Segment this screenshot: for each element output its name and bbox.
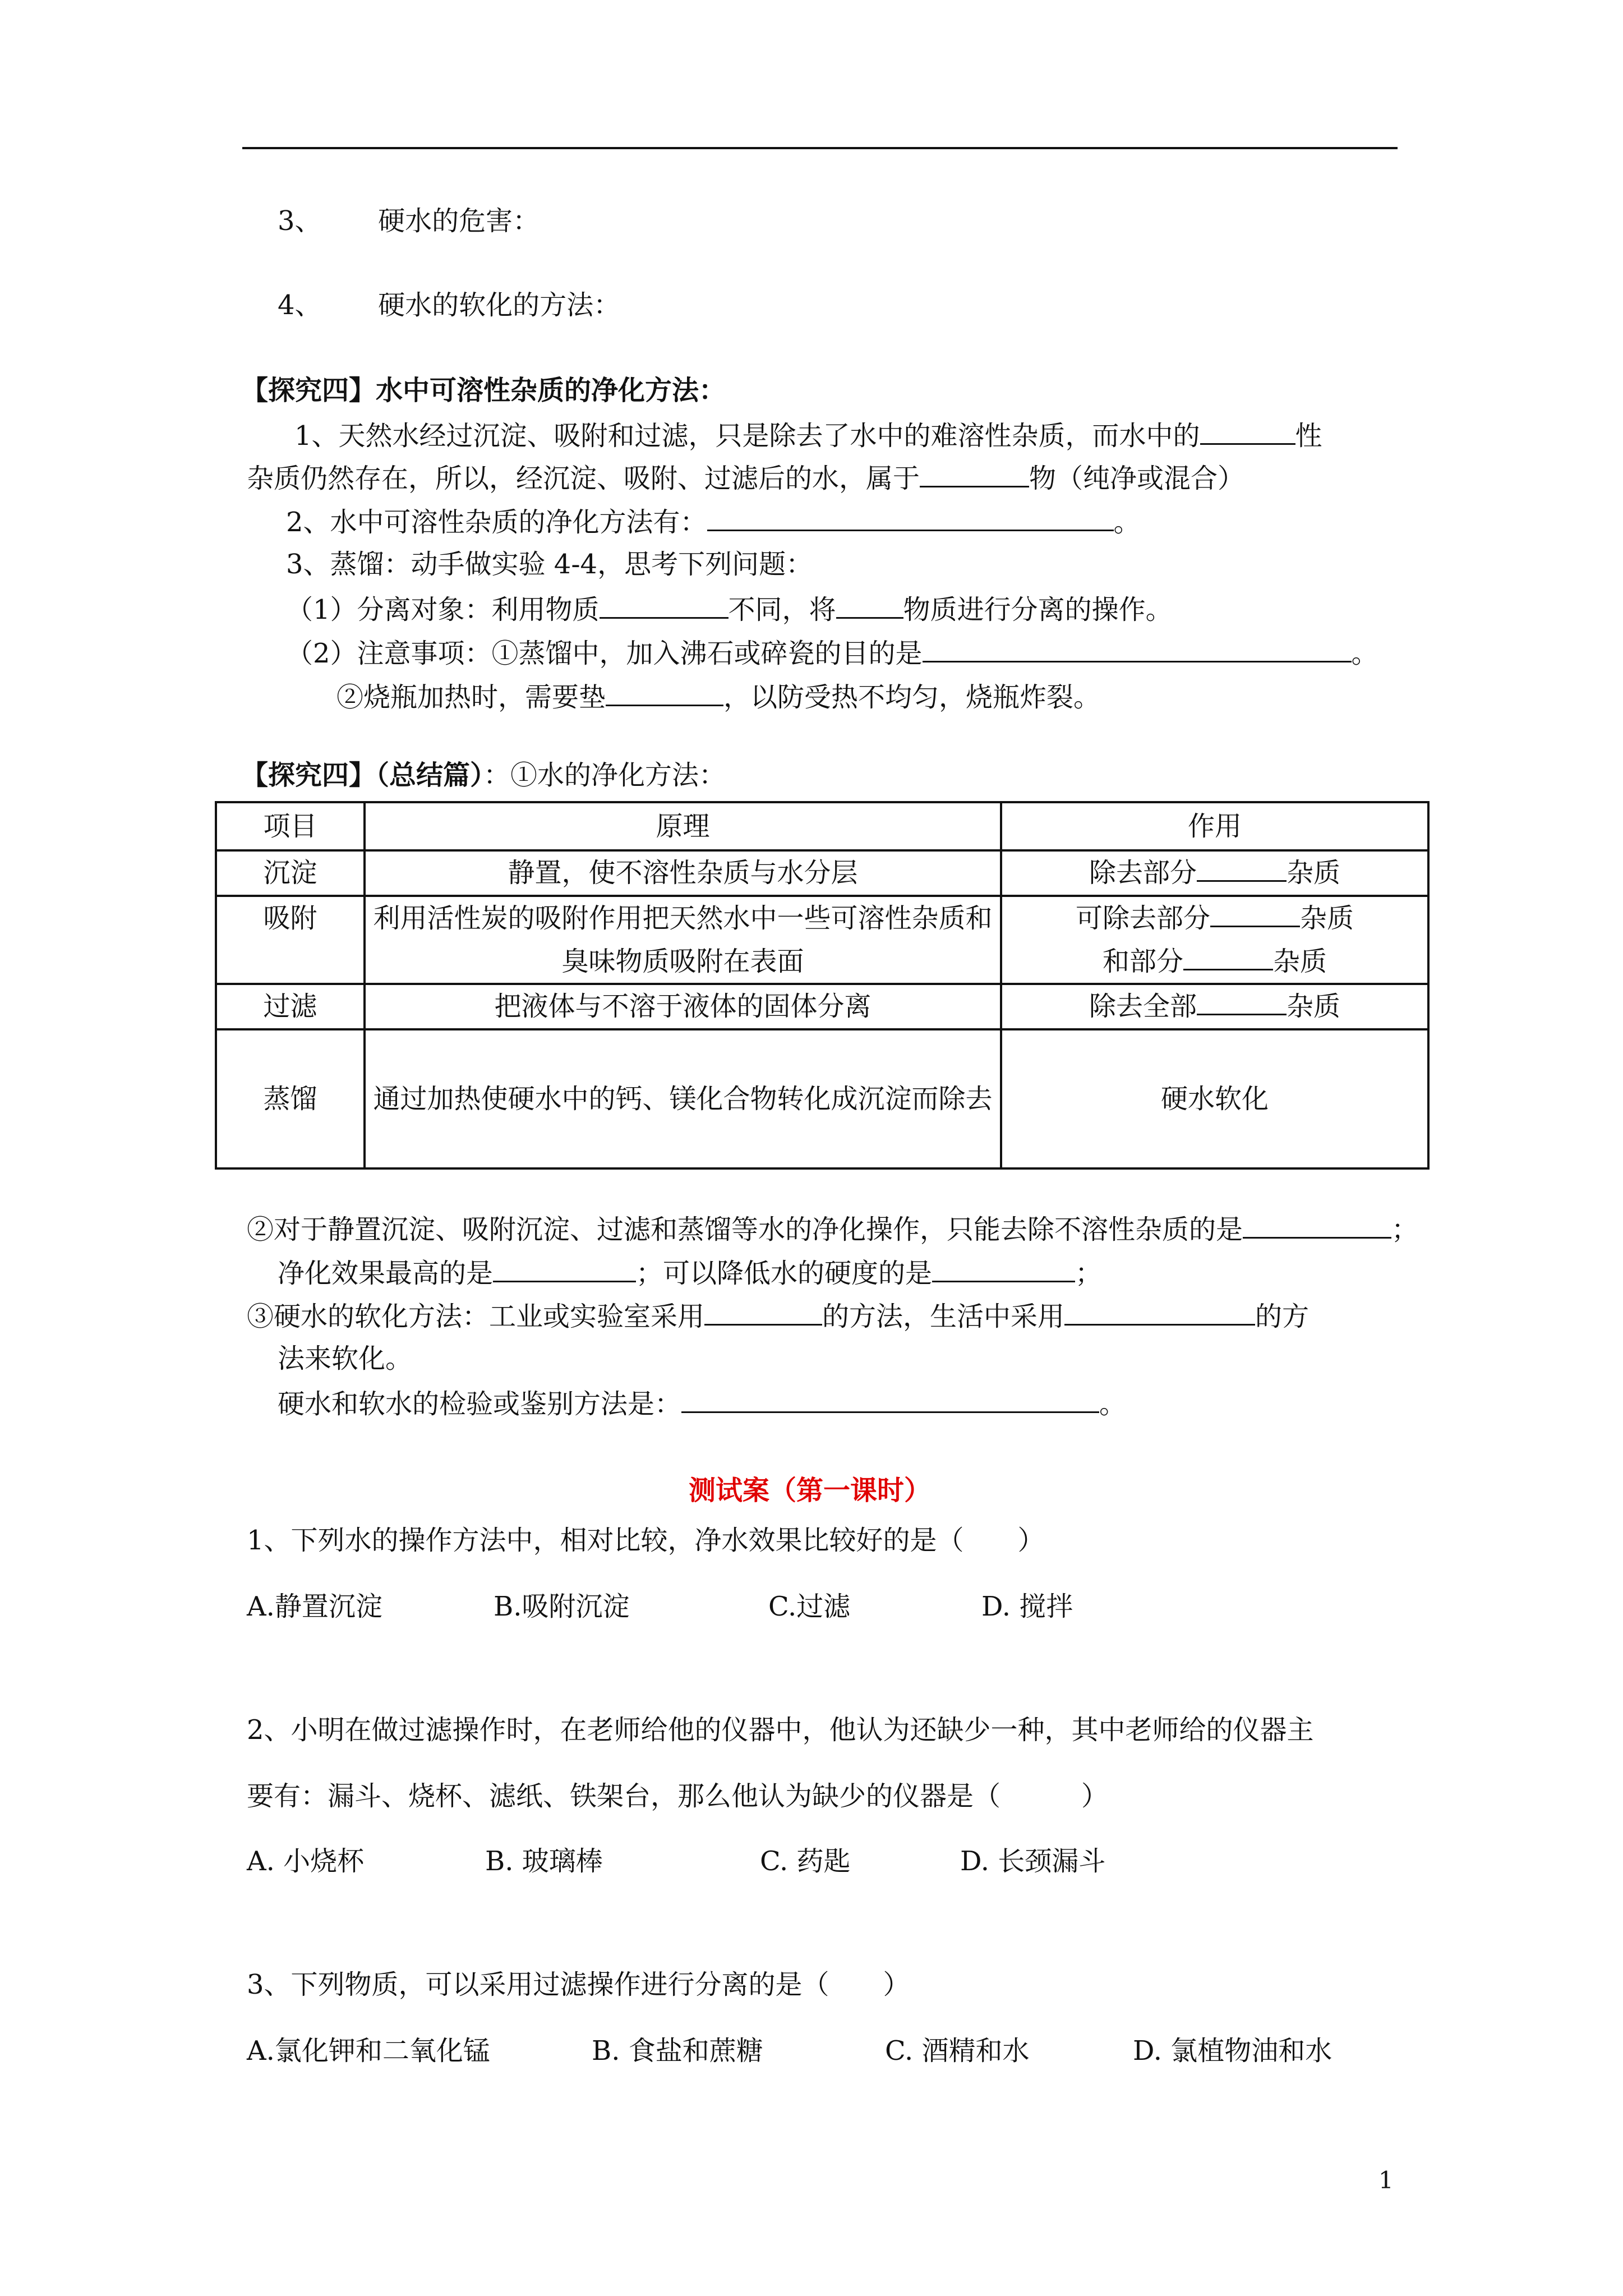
blank-hardness-test[interactable]: [681, 1389, 1099, 1413]
explore4-p1-line2: 杂质仍然存在，所以，经沉淀、吸附、过滤后的水，属于 物（纯净或混合）: [247, 463, 1245, 494]
after-line3: ③硬水的软化方法：工业或实验室采用 的方法，生活中采用 的方: [247, 1301, 1310, 1332]
blank-most-effective[interactable]: [493, 1258, 636, 1282]
header-principle: 原理: [365, 802, 1001, 850]
blank-sedimentation-effect[interactable]: [1197, 858, 1287, 882]
q2-option-a[interactable]: A. 小烧杯: [247, 1846, 365, 1877]
row-item: 沉淀: [216, 850, 365, 896]
blank-boiling-chips-purpose[interactable]: [923, 638, 1352, 662]
q3-option-d[interactable]: D. 氯植物油和水: [1133, 2035, 1332, 2067]
item-3: 3、 硬水的危害：: [278, 205, 540, 237]
blank-insoluble-only[interactable]: [1243, 1214, 1391, 1239]
blank-daily-softening[interactable]: [1064, 1301, 1255, 1326]
question-2-line2: 要有：漏斗、烧杯、滤纸、铁架台，那么他认为缺少的仪器是（ ）: [247, 1780, 1109, 1812]
after-line5: 硬水和软水的检验或鉴别方法是： 。: [278, 1388, 1127, 1420]
explore4-p2: 2、水中可溶性杂质的净化方法有： 。: [286, 507, 1141, 538]
question-3: 3、下列物质，可以采用过滤操作进行分离的是（ ）: [247, 1969, 910, 2000]
blank-filtration-effect[interactable]: [1197, 991, 1287, 1015]
blank-flask-pad[interactable]: [606, 682, 723, 706]
blank-soluble-type[interactable]: [1200, 421, 1295, 445]
row-item: 过滤: [216, 984, 365, 1029]
header-effect: 作用: [1001, 802, 1428, 850]
q2-option-c[interactable]: C. 药匙: [760, 1846, 851, 1877]
row-effect: 硬水软化: [1001, 1029, 1428, 1168]
q1-option-b[interactable]: B.吸附沉淀: [494, 1591, 630, 1622]
question-2-line1: 2、小明在做过滤操作时，在老师给他的仪器中，他认为还缺少一种，其中老师给的仪器主: [247, 1714, 1314, 1746]
q1-option-c[interactable]: C.过滤: [768, 1591, 851, 1622]
q1-option-d[interactable]: D. 搅拌: [981, 1591, 1073, 1622]
blank-adsorption-effect-2[interactable]: [1183, 946, 1273, 970]
blank-substance[interactable]: [836, 595, 903, 619]
row-principle: 通过加热使硬水中的钙、镁化合物转化成沉淀而除去: [365, 1029, 1001, 1168]
after-line2: 净化效果最高的是 ；可以降低水的硬度的是 ；: [278, 1258, 1103, 1289]
explore4-q1: （1）分离对象：利用物质 不同，将 物质进行分离的操作。: [286, 594, 1173, 625]
explore4-q2: （2）注意事项：①蒸馏中，加入沸石或碎瓷的目的是 。: [286, 638, 1378, 669]
row-principle: 利用活性炭的吸附作用把天然水中一些可溶性杂质和臭味物质吸附在表面: [365, 896, 1001, 984]
question-1: 1、下列水的操作方法中，相对比较，净水效果比较好的是（ ）: [247, 1525, 1045, 1556]
explore4-p1-line1: 1、天然水经过沉淀、吸附和过滤，只是除去了水中的难溶性杂质，而水中的 性: [294, 420, 1322, 452]
explore4-heading: 【探究四】水中可溶性杂质的净化方法：: [241, 375, 726, 406]
test-title: 测试案（第一课时）: [689, 1475, 932, 1506]
summary-heading: 【探究四】（总结篇）：①水的净化方法：: [241, 760, 726, 791]
table-row: [216, 896, 1428, 984]
blank-reduce-hardness[interactable]: [932, 1258, 1075, 1282]
table-header-row: [216, 802, 1428, 850]
q3-option-c[interactable]: C. 酒精和水: [885, 2035, 1030, 2067]
row-effect: 可除去部分 杂质 和部分 杂质: [1001, 896, 1428, 984]
q2-option-b[interactable]: B. 玻璃棒: [485, 1846, 603, 1877]
blank-industrial-softening[interactable]: [704, 1301, 822, 1326]
row-effect: 除去部分 杂质: [1001, 850, 1428, 896]
blank-mixture-type[interactable]: [920, 463, 1029, 487]
table-row: [216, 1029, 1428, 1168]
after-line4: 法来软化。: [278, 1343, 413, 1374]
row-item: 吸附: [216, 896, 365, 984]
blank-soluble-methods[interactable]: [707, 507, 1114, 531]
row-principle: 把液体与不溶于液体的固体分离: [365, 984, 1001, 1029]
q3-option-b[interactable]: B. 食盐和蔗糖: [592, 2035, 763, 2067]
header-item: 项目: [216, 802, 365, 850]
q2-option-d[interactable]: D. 长颈漏斗: [960, 1846, 1106, 1877]
table-row: [216, 984, 1428, 1029]
q1-option-a[interactable]: A.静置沉淀: [247, 1591, 382, 1622]
table-row: [216, 850, 1428, 896]
blank-property[interactable]: [600, 595, 728, 619]
q3-option-a[interactable]: A.氯化钾和二氧化锰: [247, 2035, 490, 2067]
page-number: 1: [1378, 2166, 1394, 2194]
purification-table: [215, 801, 1430, 1170]
after-line1: ②对于静置沉淀、吸附沉淀、过滤和蒸馏等水的净化操作，只能去除不溶性杂质的是 ；: [247, 1214, 1419, 1245]
item-4: 4、 硬水的软化的方法：: [278, 289, 621, 321]
blank-adsorption-effect-1[interactable]: [1210, 903, 1300, 927]
explore4-q3: ②烧瓶加热时，需要垫 ，以防受热不均匀，烧瓶炸裂。: [336, 682, 1101, 713]
explore4-p3: 3、蒸馏：动手做实验 4-4，思考下列问题：: [286, 549, 813, 580]
row-item: 蒸馏: [216, 1029, 365, 1168]
row-principle: 静置，使不溶性杂质与水分层: [365, 850, 1001, 896]
row-effect: 除去全部 杂质: [1001, 984, 1428, 1029]
header-rule: [242, 147, 1398, 149]
